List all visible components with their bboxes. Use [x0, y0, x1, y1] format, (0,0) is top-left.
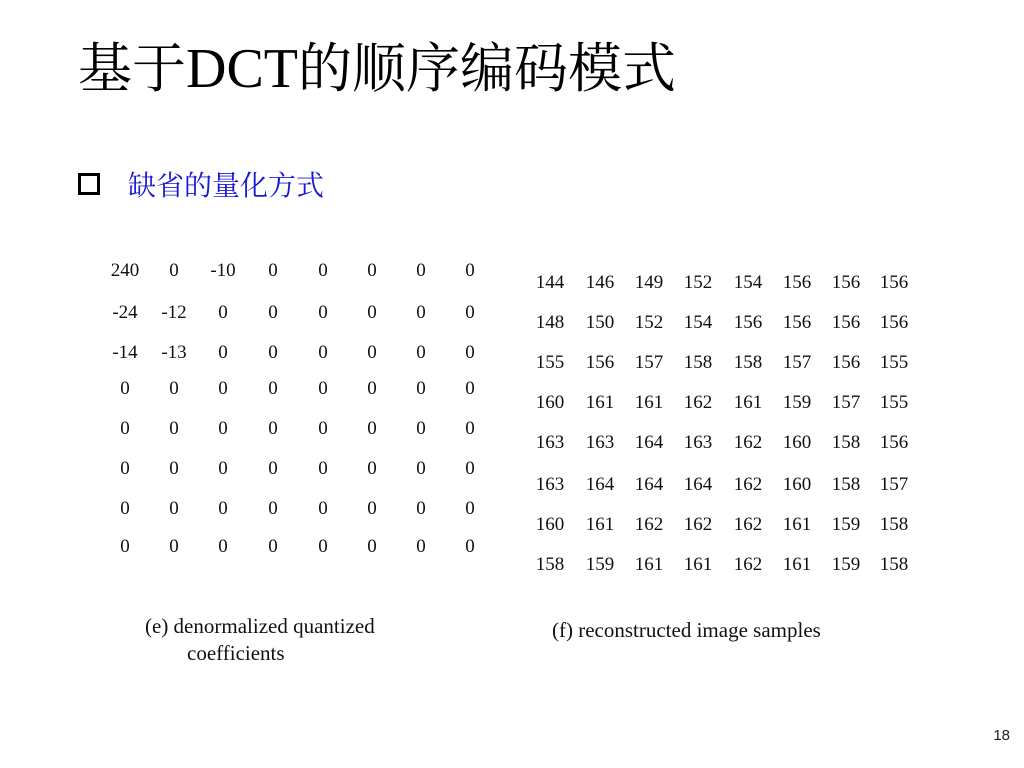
matrix-cell: 0 [465, 378, 475, 399]
matrix-cell: 162 [733, 474, 763, 495]
matrix-cell: 0 [465, 458, 475, 479]
bullet-text: 缺省的量化方式 [128, 169, 325, 202]
matrix-cell: 162 [733, 554, 763, 575]
matrix-cell: 156 [831, 272, 861, 293]
matrix-cell: 159 [831, 514, 861, 535]
matrix-cell: 0 [465, 342, 475, 363]
matrix-cell: 164 [585, 474, 615, 495]
matrix-cell: 0 [218, 418, 228, 439]
matrix-denormalized-coefficients [100, 258, 495, 566]
matrix-cell: 157 [634, 352, 664, 373]
bullet-item [78, 164, 324, 204]
matrix-cell: 156 [782, 272, 812, 293]
matrix-cell: 0 [367, 458, 377, 479]
matrix-cell: 0 [218, 458, 228, 479]
caption-e-line2: coefficients [187, 641, 285, 665]
matrix-cell: 163 [585, 432, 615, 453]
square-bullet-icon [78, 173, 100, 195]
matrix-cell: 0 [120, 378, 130, 399]
matrix-cell: 163 [535, 474, 565, 495]
matrix-cell: 0 [416, 378, 426, 399]
matrix-cell: 160 [782, 474, 812, 495]
matrix-cell: 0 [268, 378, 278, 399]
matrix-cell: 0 [367, 378, 377, 399]
matrix-cell: 0 [416, 260, 426, 281]
matrix-cell: 162 [733, 432, 763, 453]
matrix-cell: 0 [416, 458, 426, 479]
matrix-cell: 0 [416, 342, 426, 363]
matrix-cell: 0 [120, 458, 130, 479]
matrix-cell: 146 [585, 272, 615, 293]
matrix-cell: 161 [683, 554, 713, 575]
matrix-cell: 0 [318, 536, 328, 557]
slide-title [78, 34, 676, 104]
matrix-cell: 149 [634, 272, 664, 293]
matrix-cell: 156 [879, 432, 909, 453]
matrix-cell: 162 [634, 514, 664, 535]
matrix-cell: 156 [831, 312, 861, 333]
title-suffix: 的顺序编码模式 [298, 37, 676, 100]
matrix-cell: 148 [535, 312, 565, 333]
matrix-cell: 0 [465, 418, 475, 439]
caption-f: (f) reconstructed image samples [552, 618, 821, 642]
matrix-cell: 0 [218, 536, 228, 557]
matrix-cell: -24 [112, 302, 138, 323]
matrix-cell: 0 [416, 302, 426, 323]
matrix-cell: 0 [416, 536, 426, 557]
matrix-cell: 161 [585, 514, 615, 535]
matrix-cell: 0 [367, 498, 377, 519]
matrix-cell: 0 [465, 536, 475, 557]
matrix-cell: 0 [465, 498, 475, 519]
matrix-cell: 0 [367, 418, 377, 439]
matrix-cell: 144 [535, 272, 565, 293]
matrix-cell: 160 [782, 432, 812, 453]
matrix-cell: 161 [733, 392, 763, 413]
matrix-cell: 0 [169, 498, 179, 519]
title-prefix: 基于 [78, 37, 186, 100]
matrix-cell: 161 [634, 392, 664, 413]
caption-e-line1: (e) denormalized quantized [145, 614, 375, 638]
matrix-cell: 0 [268, 260, 278, 281]
matrix-cell: 159 [831, 554, 861, 575]
matrix-cell: 160 [535, 514, 565, 535]
matrix-cell: 0 [268, 418, 278, 439]
matrix-cell: 158 [879, 554, 909, 575]
matrix-cell: 0 [120, 536, 130, 557]
matrix-cell: 0 [218, 498, 228, 519]
matrix-cell: 0 [318, 260, 328, 281]
matrix-cell: 155 [535, 352, 565, 373]
matrix-cell: 0 [218, 342, 228, 363]
matrix-cell: 158 [831, 474, 861, 495]
matrix-cell: 0 [318, 418, 328, 439]
matrix-cell: 0 [318, 302, 328, 323]
matrix-cell: 0 [318, 458, 328, 479]
title-latin: DCT [186, 38, 298, 100]
matrix-cell: 152 [683, 272, 713, 293]
matrix-cell: 162 [683, 514, 713, 535]
matrix-cell: 164 [634, 474, 664, 495]
matrix-cell: 156 [879, 312, 909, 333]
matrix-cell: 0 [169, 378, 179, 399]
matrix-cell: 161 [782, 514, 812, 535]
matrix-cell: 0 [465, 302, 475, 323]
matrix-cell: 0 [318, 342, 328, 363]
matrix-cell: 154 [683, 312, 713, 333]
matrix-cell: 161 [634, 554, 664, 575]
matrix-cell: 156 [831, 352, 861, 373]
matrix-cell: 0 [120, 418, 130, 439]
matrix-cell: 158 [879, 514, 909, 535]
matrix-cell: 0 [367, 302, 377, 323]
matrix-reconstructed-samples [525, 270, 919, 584]
page-number: 18 [993, 727, 1010, 744]
matrix-cell: 0 [268, 302, 278, 323]
matrix-cell: -10 [210, 260, 236, 281]
matrix-cell: 161 [782, 554, 812, 575]
matrix-cell: 0 [268, 342, 278, 363]
matrix-cell: 240 [110, 260, 140, 281]
matrix-cell: 160 [535, 392, 565, 413]
matrix-cell: 158 [683, 352, 713, 373]
matrix-cell: 157 [879, 474, 909, 495]
matrix-cell: -14 [112, 342, 138, 363]
matrix-cell: 161 [585, 392, 615, 413]
matrix-cell: 0 [218, 302, 228, 323]
matrix-cell: 157 [782, 352, 812, 373]
matrix-cell: 158 [535, 554, 565, 575]
matrix-cell: 157 [831, 392, 861, 413]
matrix-cell: 0 [169, 260, 179, 281]
matrix-cell: 164 [683, 474, 713, 495]
matrix-cell: 0 [416, 418, 426, 439]
matrix-cell: 155 [879, 392, 909, 413]
matrix-cell: 0 [367, 536, 377, 557]
matrix-cell: 0 [416, 498, 426, 519]
matrix-cell: 0 [268, 458, 278, 479]
matrix-cell: 156 [733, 312, 763, 333]
matrix-cell: 159 [782, 392, 812, 413]
matrix-cell: 152 [634, 312, 664, 333]
matrix-cell: 0 [218, 378, 228, 399]
matrix-cell: 163 [683, 432, 713, 453]
matrix-cell: 0 [169, 418, 179, 439]
matrix-cell: 164 [634, 432, 664, 453]
matrix-cell: 0 [120, 498, 130, 519]
matrix-cell: 155 [879, 352, 909, 373]
matrix-cell: 158 [831, 432, 861, 453]
matrix-cell: 156 [782, 312, 812, 333]
matrix-cell: 162 [733, 514, 763, 535]
matrix-cell: 154 [733, 272, 763, 293]
matrix-cell: 0 [367, 342, 377, 363]
matrix-cell: 162 [683, 392, 713, 413]
matrix-cell: 159 [585, 554, 615, 575]
matrix-cell: 0 [367, 260, 377, 281]
matrix-cell: 0 [169, 458, 179, 479]
matrix-cell: 0 [465, 260, 475, 281]
matrix-cell: 0 [169, 536, 179, 557]
matrix-cell: -13 [161, 342, 187, 363]
matrix-cell: 156 [879, 272, 909, 293]
matrix-cell: 0 [318, 378, 328, 399]
matrix-cell: 158 [733, 352, 763, 373]
matrix-cell: 163 [535, 432, 565, 453]
matrix-cell: -12 [161, 302, 187, 323]
matrix-cell: 0 [268, 536, 278, 557]
matrix-cell: 156 [585, 352, 615, 373]
matrix-cell: 150 [585, 312, 615, 333]
matrix-cell: 0 [268, 498, 278, 519]
matrix-cell: 0 [318, 498, 328, 519]
